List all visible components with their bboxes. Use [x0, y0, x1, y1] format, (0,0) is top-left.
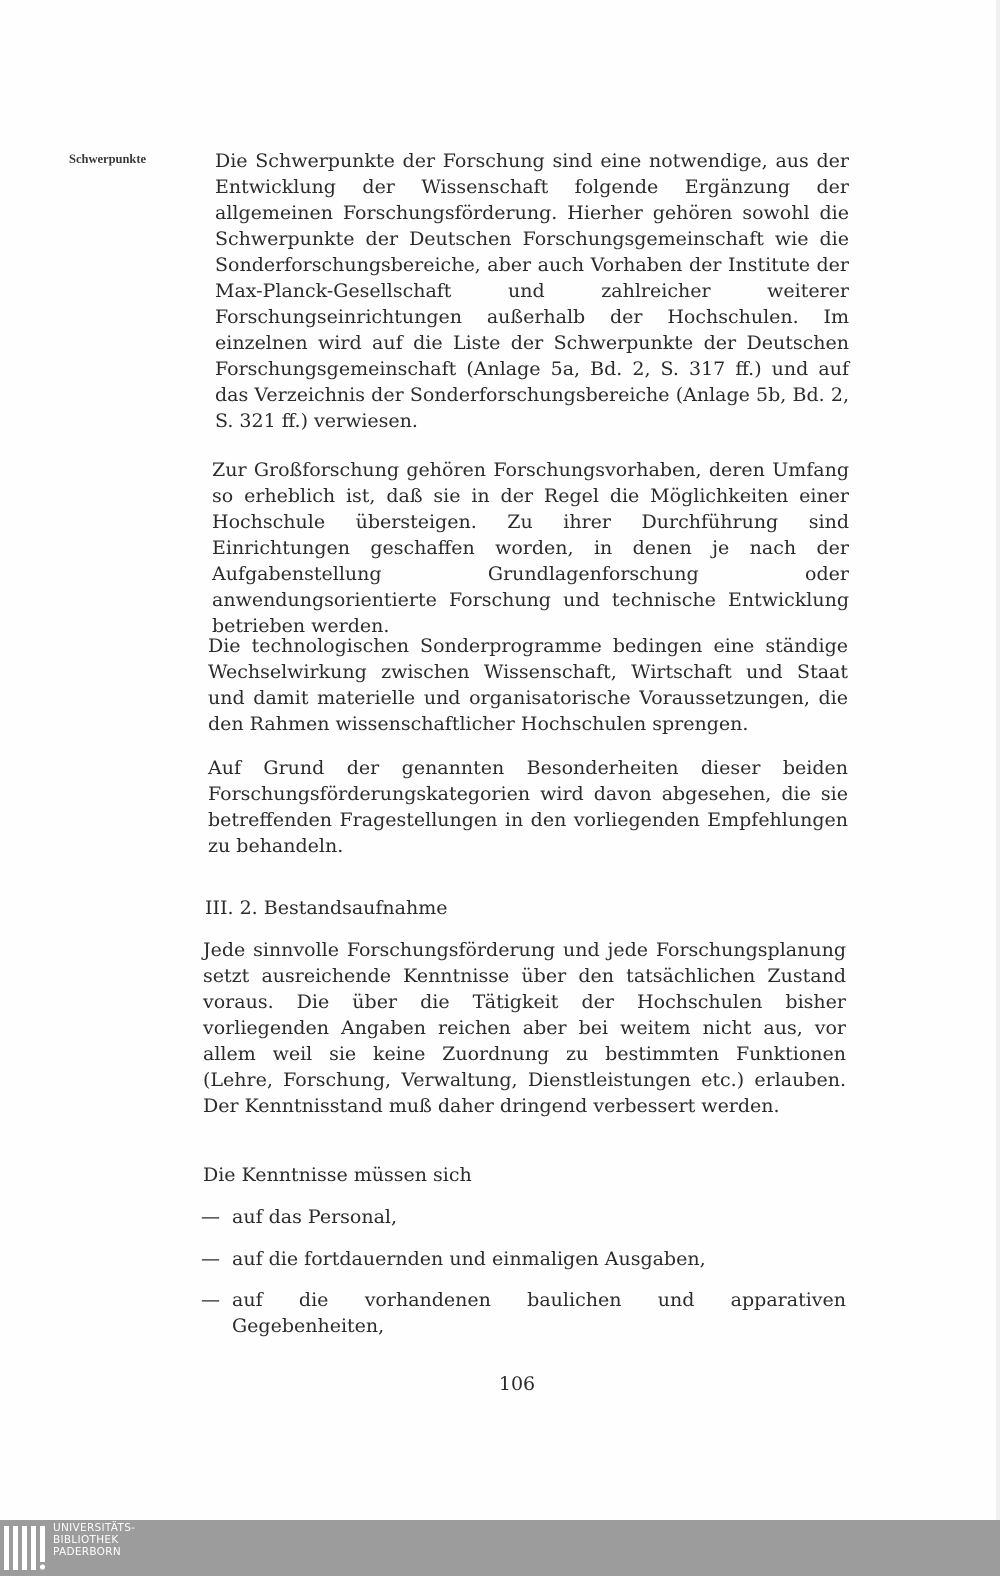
paragraph-sonderprogramme: Die technologischen Sonderprogramme bedingen eine ständige Wechselwirkung zwischen Wissenschaft, Wirtschaft und Staat und damit materielle und organisatorische Voraussetzungen, die den Rahmen wissenschaftlicher Hochschulen sprengen.: [208, 635, 848, 735]
paragraph-schwerpunkte: Die Schwerpunkte der Forschung sind eine notwendige, aus der Entwicklung der Wissenschaft folgende Ergänzung der allgemeinen Forschungsförderung. Hierher gehören sowohl die Schwerpunkte der Deutschen Forschungsgemeinschaft wie die Sonderforschungsbereiche, aber auch Vorhaben der Institute der Max-Planck-Gesellschaft und zahlreicher weiterer Forschungseinrichtungen außerhalb der Hochschulen. Im einzelnen wird auf die Liste der Schwerpunkte der Deutschen Forschungsgemeinschaft (Anlage 5a, Bd. 2, S. 317 ff.) und auf das Verzeichnis der Sonderforschungsbereiche (Anlage 5b, Bd. 2, S. 321 ff.) verwiesen.: [215, 150, 849, 432]
list-item-text: auf das Personal,: [232, 1206, 398, 1228]
library-name-line: PADERBORN: [53, 1546, 121, 1558]
list-item: [201, 1287, 846, 1339]
page-number: 106: [498, 1373, 536, 1395]
paragraph-bestandsaufnahme: Jede sinnvolle Forschungsförderung und jede Forschungsplanung setzt ausreichende Kenntnisse über den tatsächlichen Zustand voraus. Die über die Tätigkeit der Hochschulen bisher vorliegenden Angaben reichen aber bei weitem nicht aus, vor allem weil sie keine Zuordnung zu bestimmten Funktionen (Lehre, Forschung, Verwaltung, Dienstleistungen etc.) erlauben. Der Kenntnisstand muß daher dringend verbessert werden.: [203, 939, 846, 1117]
paragraph-kenntnisse-intro: Die Kenntnisse müssen sich: [203, 1164, 472, 1186]
list-item: [201, 1204, 846, 1230]
list-item-text: auf die vorhandenen baulichen und apparativen Gegebenheiten,: [232, 1289, 846, 1337]
list-item-text: auf die fortdauernden und einmaligen Ausgaben,: [232, 1248, 706, 1270]
library-name: [53, 1522, 135, 1558]
margin-note: Schwerpunkte: [69, 152, 147, 166]
paragraph-besonderheiten: Auf Grund der genannten Besonderheiten dieser beiden Forschungsförderungskategorien wird davon abgesehen, die sie betreffenden Fragestellungen in den vorliegenden Empfehlungen zu behandeln.: [208, 757, 848, 857]
library-footer-bar: [0, 1520, 1000, 1576]
library-name-line: UNIVERSITÄTS-: [53, 1522, 136, 1534]
paragraph-grossforschung: Zur Großforschung gehören Forschungsvorhaben, deren Umfang so erheblich ist, daß sie in der Regel die Möglichkeiten einer Hochschule übersteigen. Zu ihrer Durchführung sind Einrichtungen geschaffen worden, in denen je nach der Aufgabenstellung Grundlagenforschung oder anwendungsorientierte Forschung und technische Entwicklung betrieben werden.: [212, 459, 849, 637]
list-dash: —: [201, 1289, 220, 1311]
library-name-line: BIBLIOTHEK: [53, 1534, 119, 1546]
section-heading: III. 2. Bestandsaufnahme: [205, 897, 448, 919]
page-edge-shadow: [996, 0, 1000, 1520]
list-item: [201, 1246, 846, 1272]
list-dash: —: [201, 1248, 220, 1270]
list-dash: —: [201, 1206, 220, 1228]
library-logo-icon: [3, 1524, 49, 1572]
